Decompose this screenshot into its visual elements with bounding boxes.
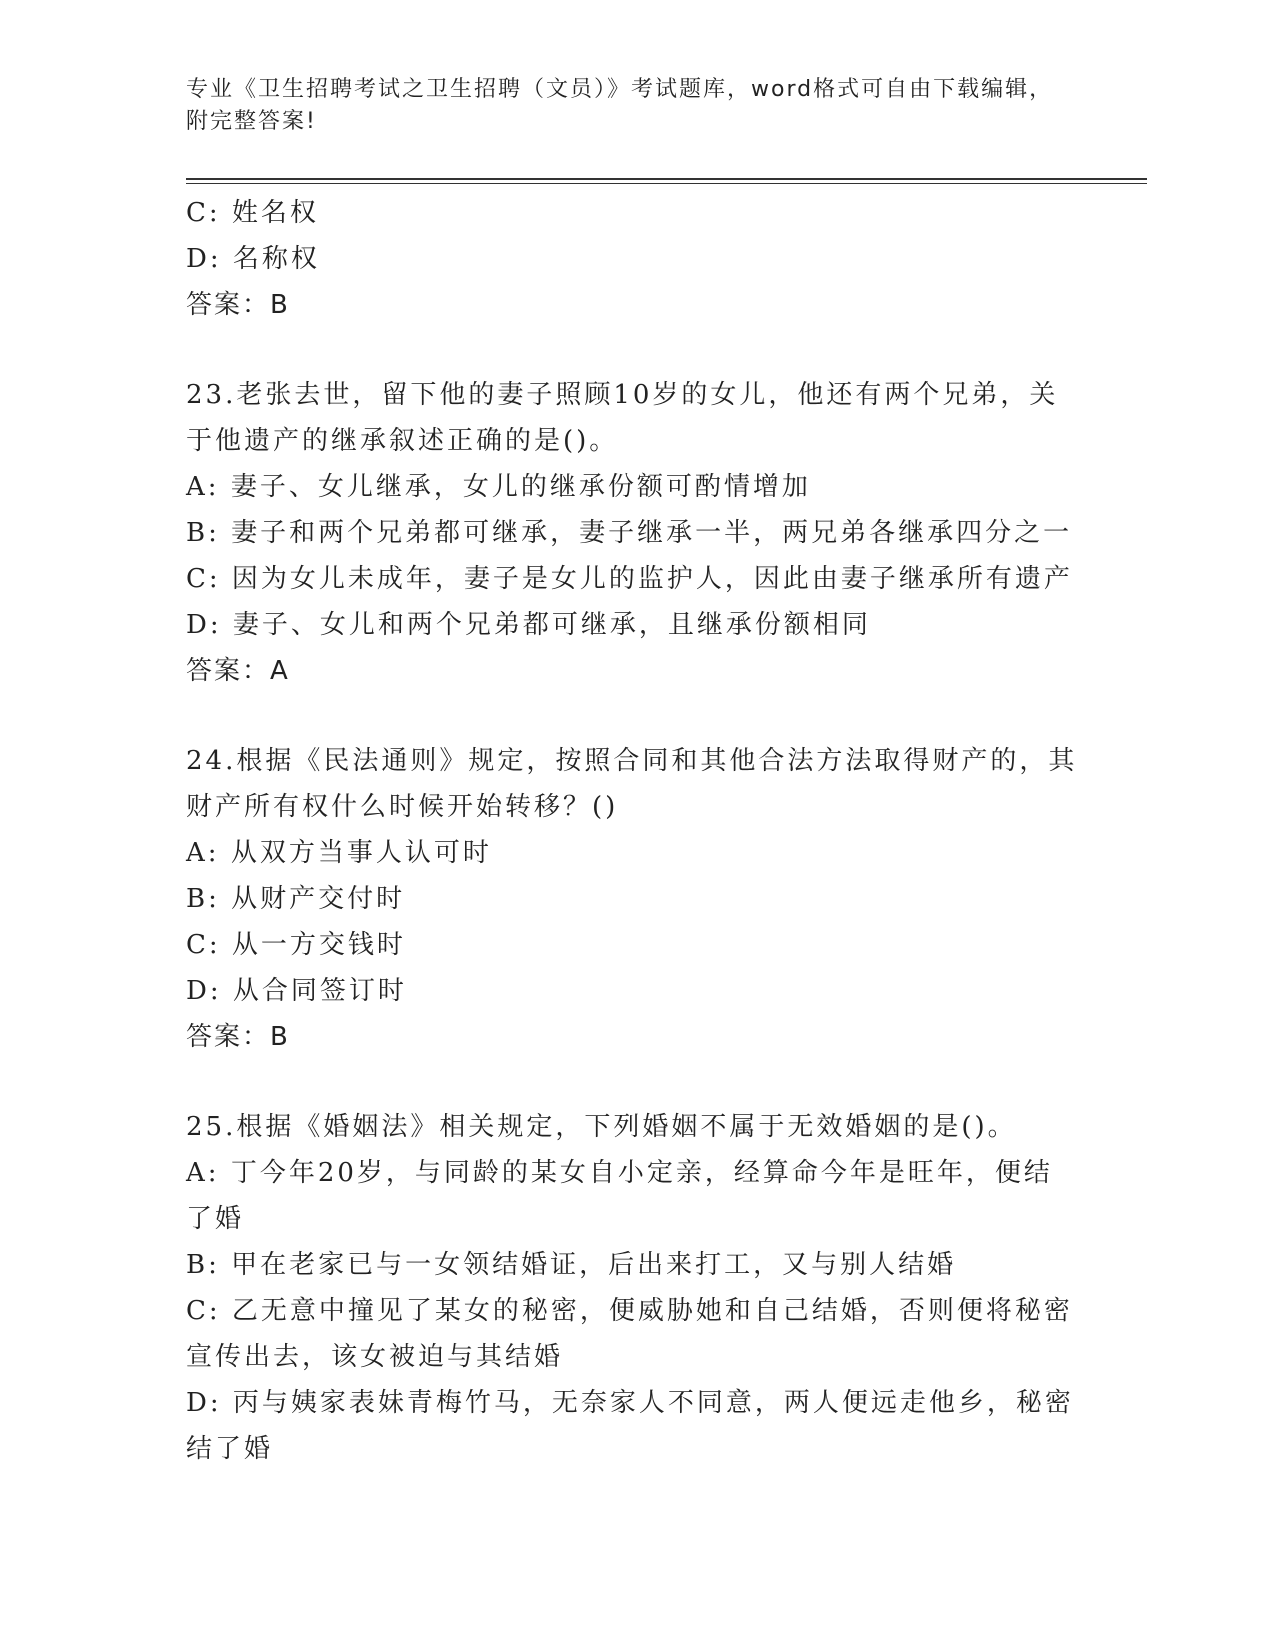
question-25 [186, 1104, 1074, 1472]
option-text: 乙无意中撞见了某女的秘密，便威胁她和自己结婚，否则便将秘密 [231, 1296, 1073, 1326]
option-text: 名称权 [232, 244, 320, 274]
answer-line: 答案：A [186, 656, 290, 686]
option-a [186, 830, 1066, 876]
answer-line: 答案：B [186, 290, 290, 320]
question-stem: 24.根据《民法通则》规定，按照合同和其他合法方法取得财产的，其 [186, 746, 1078, 776]
option-c [186, 1288, 1073, 1334]
question-23 [186, 372, 1073, 694]
option-d [186, 236, 1066, 282]
option-text: 从财产交付时 [231, 884, 406, 914]
option-c [186, 922, 1066, 968]
option-label: C: [186, 1296, 221, 1326]
question-content [186, 190, 1086, 1472]
option-text: 从双方当事人认可时 [230, 838, 492, 868]
option-label: D: [186, 610, 222, 640]
question-stem: 25.根据《婚姻法》相关规定，下列婚姻不属于无效婚姻的是()。 [186, 1112, 1017, 1142]
option-d [186, 602, 1066, 648]
option-d-continuation: 结了婚 [186, 1434, 274, 1464]
question-22-fragment [186, 190, 1066, 328]
option-c [186, 556, 1073, 602]
option-text: 丙与姨家表妹青梅竹马，无奈家人不同意，两人便远走他乡，秘密 [232, 1388, 1074, 1418]
option-a-continuation: 了婚 [186, 1204, 245, 1234]
option-c-continuation: 宣传出去，该女被迫与其结婚 [186, 1342, 564, 1372]
option-d [186, 968, 1066, 1014]
option-label: C: [186, 198, 221, 228]
question-stem: 财产所有权什么时候开始转移？() [186, 792, 619, 822]
option-b [186, 876, 1066, 922]
option-text: 丁今年20岁，与同龄的某女自小定亲，经算命今年是旺年，便结 [230, 1158, 1053, 1188]
option-label: C: [186, 930, 221, 960]
option-label: B: [186, 884, 220, 914]
option-text: 从一方交钱时 [231, 930, 406, 960]
option-label: A: [186, 838, 220, 868]
option-text: 因为女儿未成年，妻子是女儿的监护人，因此由妻子继承所有遗产 [231, 564, 1073, 594]
option-text: 从合同签订时 [232, 976, 407, 1006]
option-b [186, 1242, 1066, 1288]
answer-line: 答案：B [186, 1022, 290, 1052]
option-b [186, 510, 1073, 556]
option-label: A: [186, 1158, 220, 1188]
option-text: 姓名权 [231, 198, 319, 228]
option-label: D: [186, 244, 222, 274]
option-text: 甲在老家已与一女领结婚证，后出来打工，又与别人结婚 [231, 1250, 957, 1280]
option-label: D: [186, 1388, 222, 1418]
question-stem: 于他遗产的继承叙述正确的是()。 [186, 426, 619, 456]
header-divider-thick [186, 178, 1147, 180]
option-text: 妻子和两个兄弟都可继承，妻子继承一半，两兄弟各继承四分之一 [231, 518, 1073, 548]
option-label: B: [186, 1250, 220, 1280]
option-text: 妻子、女儿继承，女儿的继承份额可酌情增加 [230, 472, 811, 502]
option-a [186, 1150, 1066, 1196]
option-label: C: [186, 564, 221, 594]
option-a [186, 464, 1066, 510]
option-text: 妻子、女儿和两个兄弟都可继承，且继承份额相同 [232, 610, 871, 640]
option-label: A: [186, 472, 220, 502]
document-header: 专业《卫生招聘考试之卫生招聘（文员）》考试题库，word格式可自由下载编辑，附完整答案! [186, 77, 1054, 134]
option-c [186, 190, 1066, 236]
option-d [186, 1380, 1074, 1426]
header-divider-thin [186, 183, 1147, 184]
question-24 [186, 738, 1078, 1060]
option-label: D: [186, 976, 222, 1006]
question-stem: 23.老张去世，留下他的妻子照顾10岁的女儿，他还有两个兄弟，关 [186, 380, 1059, 410]
option-label: B: [186, 518, 220, 548]
